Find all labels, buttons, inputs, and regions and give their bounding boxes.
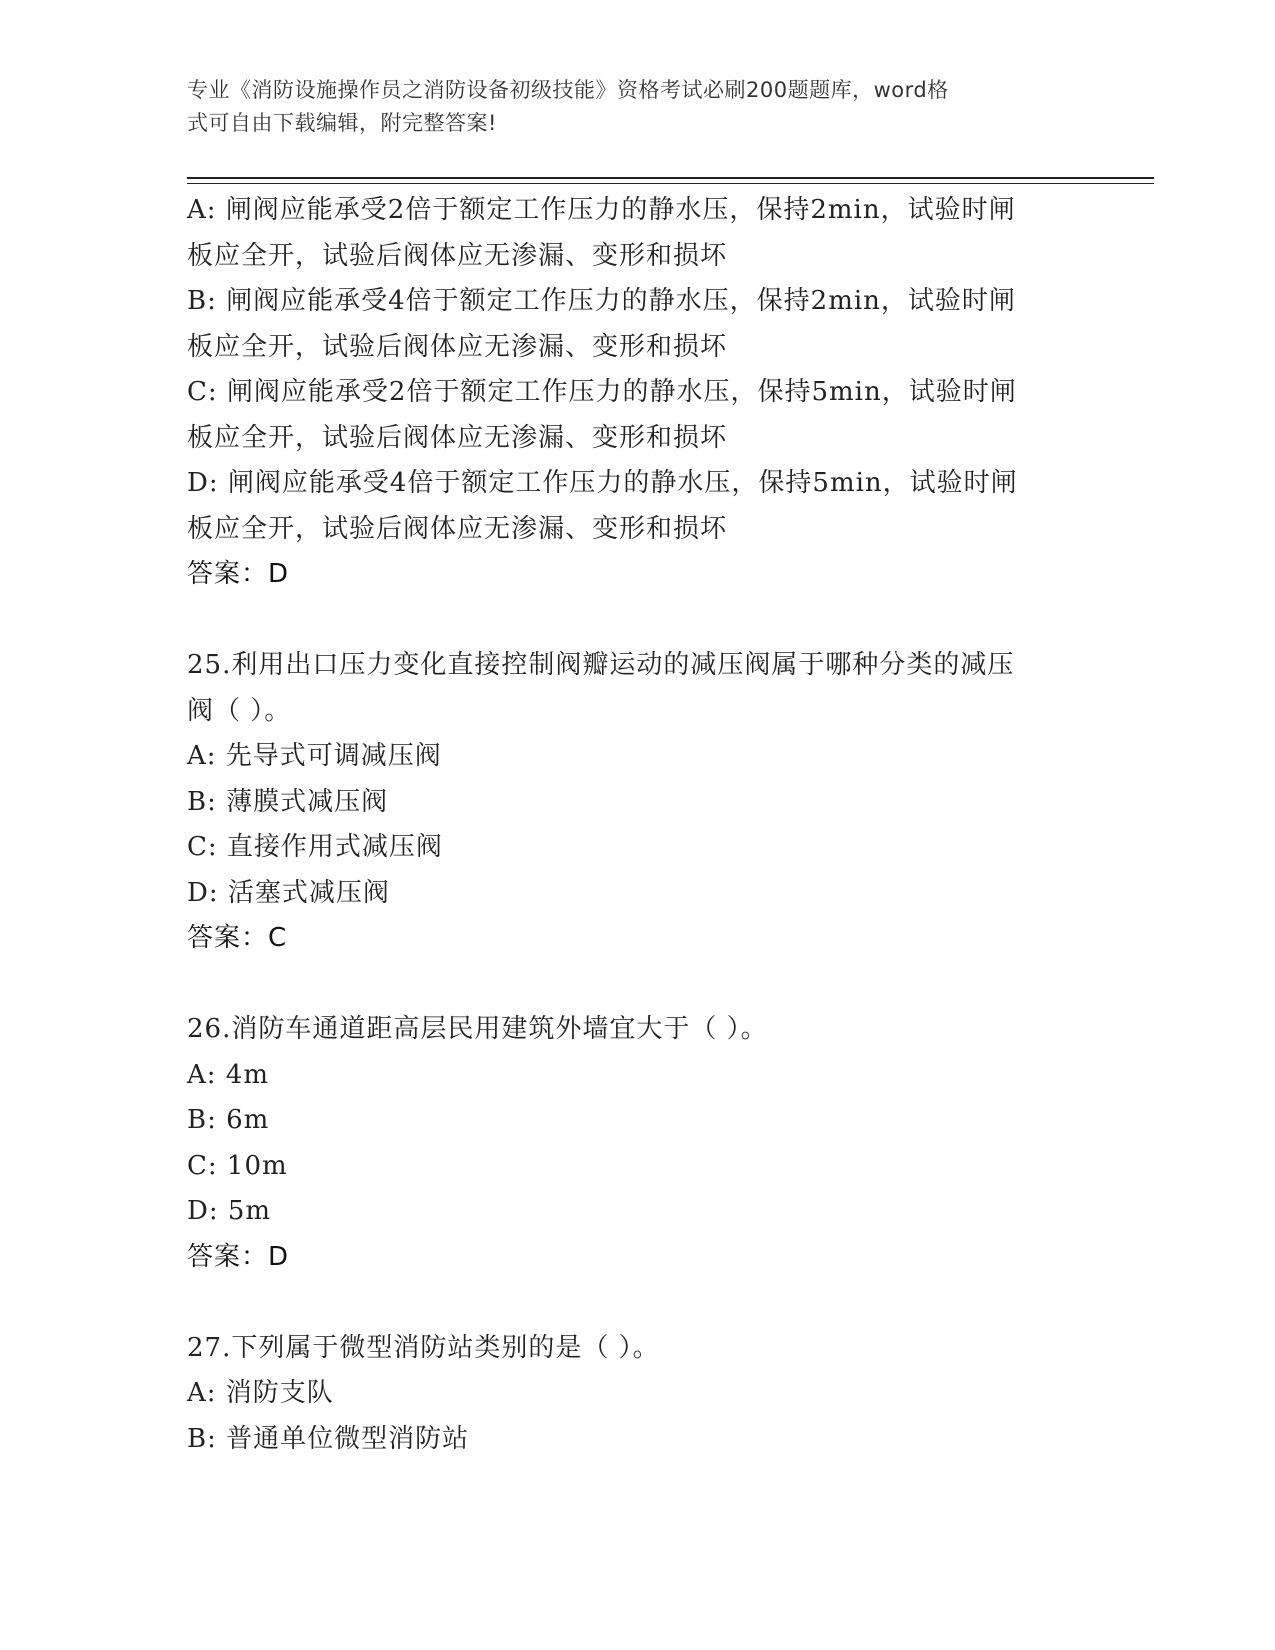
- option-b: B: 薄膜式减压阀: [187, 786, 389, 817]
- option-a-line-1: A: 闸阀应能承受2倍于额定工作压力的静水压，保持2min，试验时闸: [187, 195, 1016, 225]
- question-stem-line-1: 25.利用出口压力变化直接控制阀瓣运动的减压阀属于哪种分类的减压: [187, 650, 1015, 680]
- option-d-line-1: D: 闸阀应能承受4倍于额定工作压力的静水压，保持5min，试验时闸: [187, 468, 1018, 498]
- spacer: [187, 1280, 1087, 1326]
- answer: 答案：C: [187, 923, 288, 953]
- option-a: A: 先导式可调减压阀: [187, 741, 442, 771]
- spacer: [187, 962, 1087, 1008]
- option-b: B: 6m: [187, 1105, 270, 1135]
- question-24-options: [187, 188, 1087, 598]
- option-c: C: 10m: [187, 1150, 288, 1181]
- option-a-line-2: 板应全开，试验后阀体应无渗漏、变形和损坏: [187, 240, 728, 271]
- question-25: [187, 643, 1087, 962]
- option-c: C: 直接作用式减压阀: [187, 832, 443, 862]
- header-divider-thick: [187, 177, 1154, 179]
- spacer: [187, 598, 1087, 644]
- question-stem: 26.消防车通道距高层民用建筑外墙宜大于（ ）。: [187, 1014, 768, 1044]
- option-d: D: 活塞式减压阀: [187, 877, 390, 908]
- document-header: [187, 74, 1077, 140]
- option-b-line-2: 板应全开，试验后阀体应无渗漏、变形和损坏: [187, 331, 728, 362]
- answer: 答案：D: [187, 559, 290, 589]
- option-b-line-1: B: 闸阀应能承受4倍于额定工作压力的静水压，保持2min，试验时闸: [187, 286, 1016, 316]
- option-d-line-2: 板应全开，试验后阀体应无渗漏、变形和损坏: [187, 513, 728, 544]
- question-stem-line-2: 阀（ ）。: [187, 695, 292, 726]
- option-a: A: 4m: [187, 1059, 269, 1090]
- question-27: [187, 1326, 1087, 1463]
- question-26: [187, 1007, 1087, 1280]
- document-body: [187, 188, 1087, 1462]
- answer: 答案：D: [187, 1241, 290, 1272]
- option-b: B: 普通单位微型消防站: [187, 1423, 470, 1454]
- header-divider-thin: [187, 183, 1154, 184]
- header-line-2: 式可自由下载编辑，附完整答案!: [187, 111, 497, 135]
- option-d: D: 5m: [187, 1196, 272, 1226]
- option-a: A: 消防支队: [187, 1378, 334, 1408]
- header-line-1: 专业《消防设施操作员之消防设备初级技能》资格考试必刷200题题库，word格: [187, 78, 949, 102]
- option-c-line-1: C: 闸阀应能承受2倍于额定工作压力的静水压，保持5min，试验时闸: [187, 377, 1017, 407]
- question-stem: 27.下列属于微型消防站类别的是（ ）。: [187, 1332, 660, 1363]
- option-c-line-2: 板应全开，试验后阀体应无渗漏、变形和损坏: [187, 422, 728, 453]
